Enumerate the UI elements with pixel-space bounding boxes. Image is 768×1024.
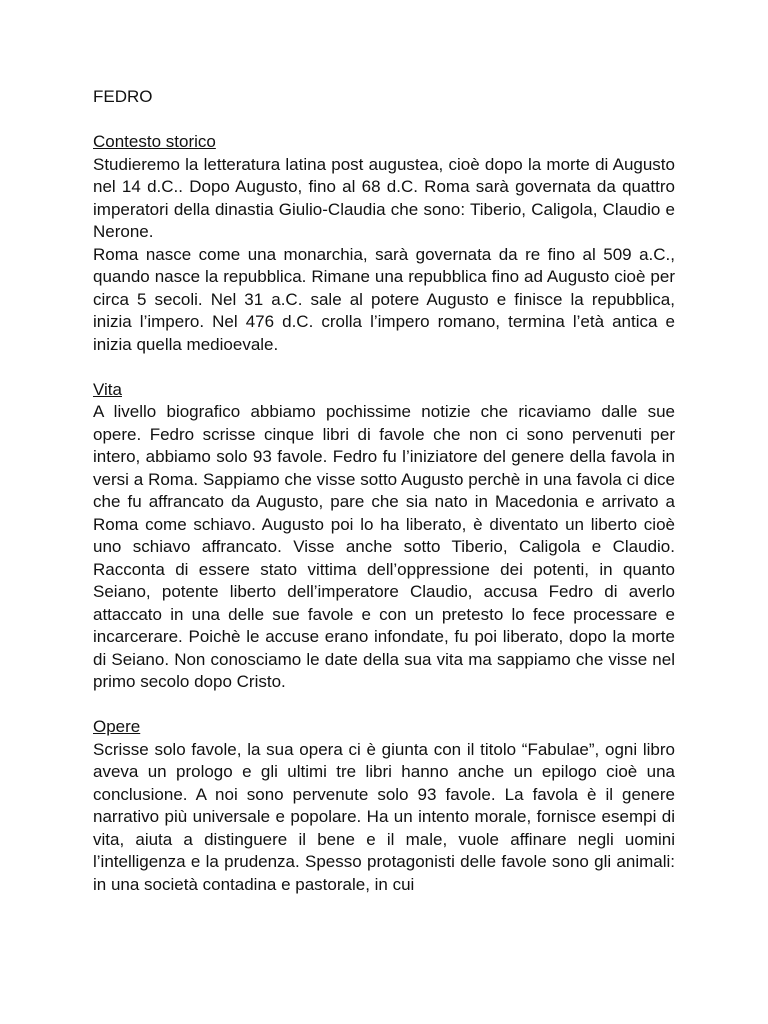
section-heading: Contesto storico [93, 132, 216, 151]
section-opere [93, 716, 675, 896]
section-heading: Vita [93, 379, 122, 399]
section-vita [93, 379, 675, 694]
document-page [93, 86, 675, 919]
section-heading: Opere [93, 717, 141, 736]
paragraph: A livello biografico abbiamo pochissime notizie che ricaviamo dalle sue opere. Fedro scrisse cinque libri di favole che non ci sono pervenuti per intero, abbiamo solo 93 favole. Fedro fu l’iniziatore del genere della favola in versi a Roma. Sappiamo che visse sotto Augusto perchè in una favola ci dice che fu affrancato da Augusto, pare che sia nato in Macedonia e arrivato a Roma come schiavo. Augusto poi lo ha liberato, è diventato un liberto cioè uno schiavo affrancato. Visse anche sotto Tiberio, Caligola e Claudio. Racconta di essere stato vittima dell’oppressione dei potenti, in quanto Seiano, potente liberto dell’imperatore Claudio, accusa Fedro di averlo attaccato in una delle sue favole e con un pretesto lo fece processare e incarcerare. Poichè le accuse erano infondate, fu poi liberato, dopo la morte di Seiano. Non conosciamo le date della sua vita ma sappiamo che visse nel primo secolo dopo Cristo. [93, 402, 675, 691]
document-title: FEDRO [93, 87, 153, 106]
paragraph: Studieremo la letteratura latina post augustea, cioè dopo la morte di Augusto nel 14 d.C.. Dopo Augusto, fino al 68 d.C. Roma sarà governata da quattro imperatori della dinastia Giulio-Claudia che sono: Tiberio, Caligola, Claudio e Nerone. [93, 154, 675, 241]
paragraph: Scrisse solo favole, la sua opera ci è giunta con il titolo “Fabulae”, ogni libro aveva un prologo e gli ultimi tre libri hanno anche un epilogo cioè una conclusione. A noi sono pervenute solo 93 favole. La favola è il genere narrativo più universale e popolare. Ha un intento morale, fornisce esempi di vita, aiuta a distinguere il bene e il male, vuole affinare negli uomini l’intelligenza e la prudenza. Spesso protagonisti delle favole sono gli animali: in una società contadina e pastorale, in cui [93, 739, 675, 894]
section-contesto-storico [93, 131, 675, 356]
paragraph: Roma nasce come una monarchia, sarà governata da re fino al 509 a.C., quando nasce la repubblica. Rimane una repubblica fino ad Augusto cioè per circa 5 secoli. Nel 31 a.C. sale al potere Augusto e finisce la repubblica, inizia l’impero. Nel 476 d.C. crolla l’impero romano, termina l’età antica e inizia quella medioevale. [93, 244, 675, 354]
